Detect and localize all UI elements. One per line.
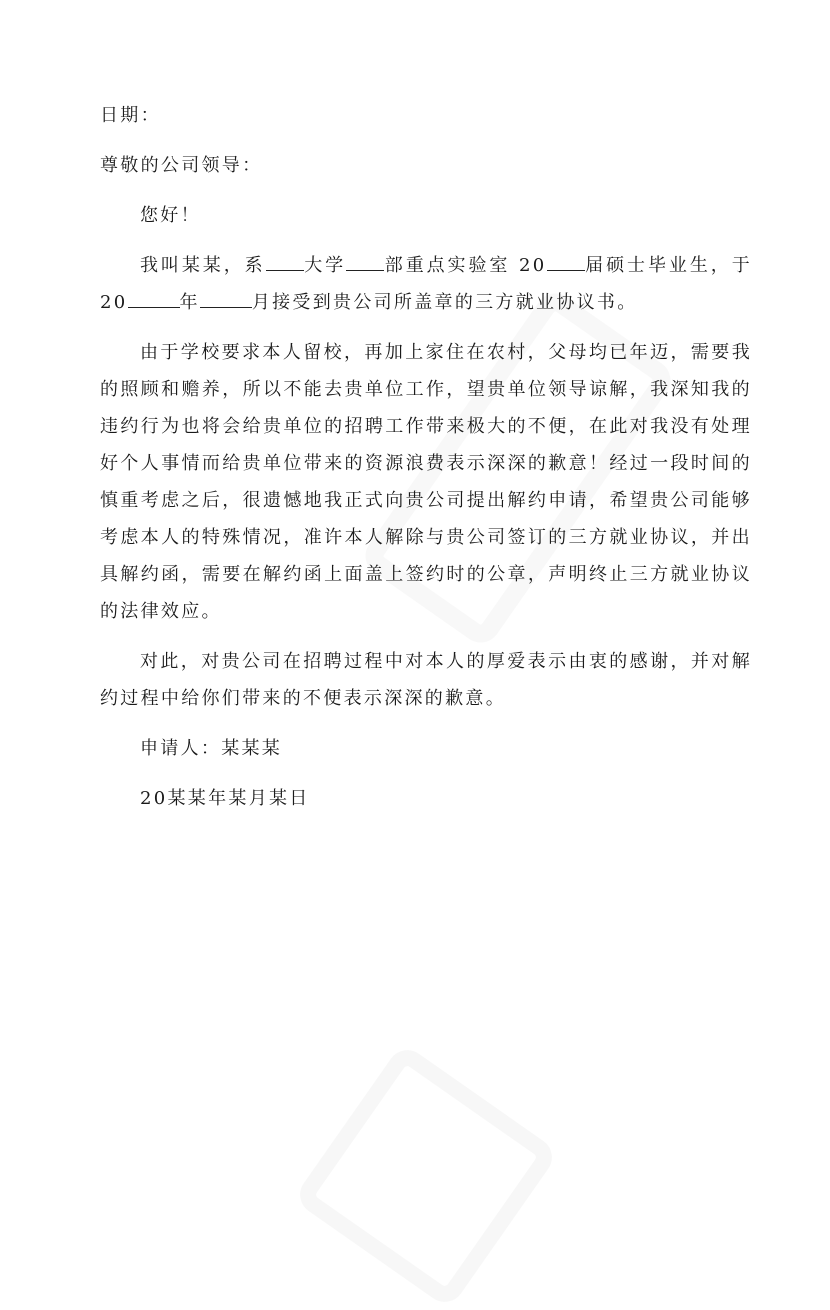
intro-text: 届硕士毕业生，于 20 — [100, 255, 753, 313]
signed-date: 20某某年某月某日 — [140, 788, 310, 809]
applicant-signature: 申请人：某某某 — [140, 738, 283, 759]
intro-paragraph — [100, 247, 752, 321]
blank-field — [266, 250, 304, 271]
reason-paragraph: 由于学校要求本人留校，再加上家住在农村，父母均已年迈，需要我的照顾和赡养，所以不能去贵单位工作，望贵单位领导谅解，我深知我的违约行为也将会给贵单位的招聘工作带来极大的不便，在此对我没有处理好个人事情而给贵单位带来的资源浪费表示深深的歉意！经过一段时间的慎重考虑之后，很遗憾地我正式向贵公司提出解约申请，希望贵公司能够考虑本人的特殊情况，准许本人解除与贵公司签订的三方就业协议，并出具解约函，需要在解约函上面盖上签约时的公章，声明终止三方就业协议的法律效应。 — [100, 342, 752, 622]
watermark — [292, 1042, 559, 1309]
greeting: 您好！ — [140, 205, 201, 226]
intro-text: 年 — [179, 292, 200, 313]
blank-field — [128, 287, 180, 308]
intro-text: 大学 — [303, 255, 347, 276]
blank-field — [346, 250, 384, 271]
salutation: 尊敬的公司领导： — [100, 155, 263, 176]
letter-document — [100, 97, 752, 830]
blank-field — [547, 250, 585, 271]
thanks-paragraph: 对此，对贵公司在招聘过程中对本人的厚爱表示由衷的感谢，并对解约过程中给你们带来的不便表示深深的歉意。 — [100, 651, 752, 709]
intro-text: 部重点实验室 20 — [384, 255, 547, 276]
blank-field — [200, 287, 252, 308]
intro-text: 月接受到贵公司所盖章的三方就业协议书。 — [251, 292, 638, 313]
intro-text: 我叫某某，系 — [140, 255, 266, 276]
date-line: 日期： — [100, 105, 161, 126]
